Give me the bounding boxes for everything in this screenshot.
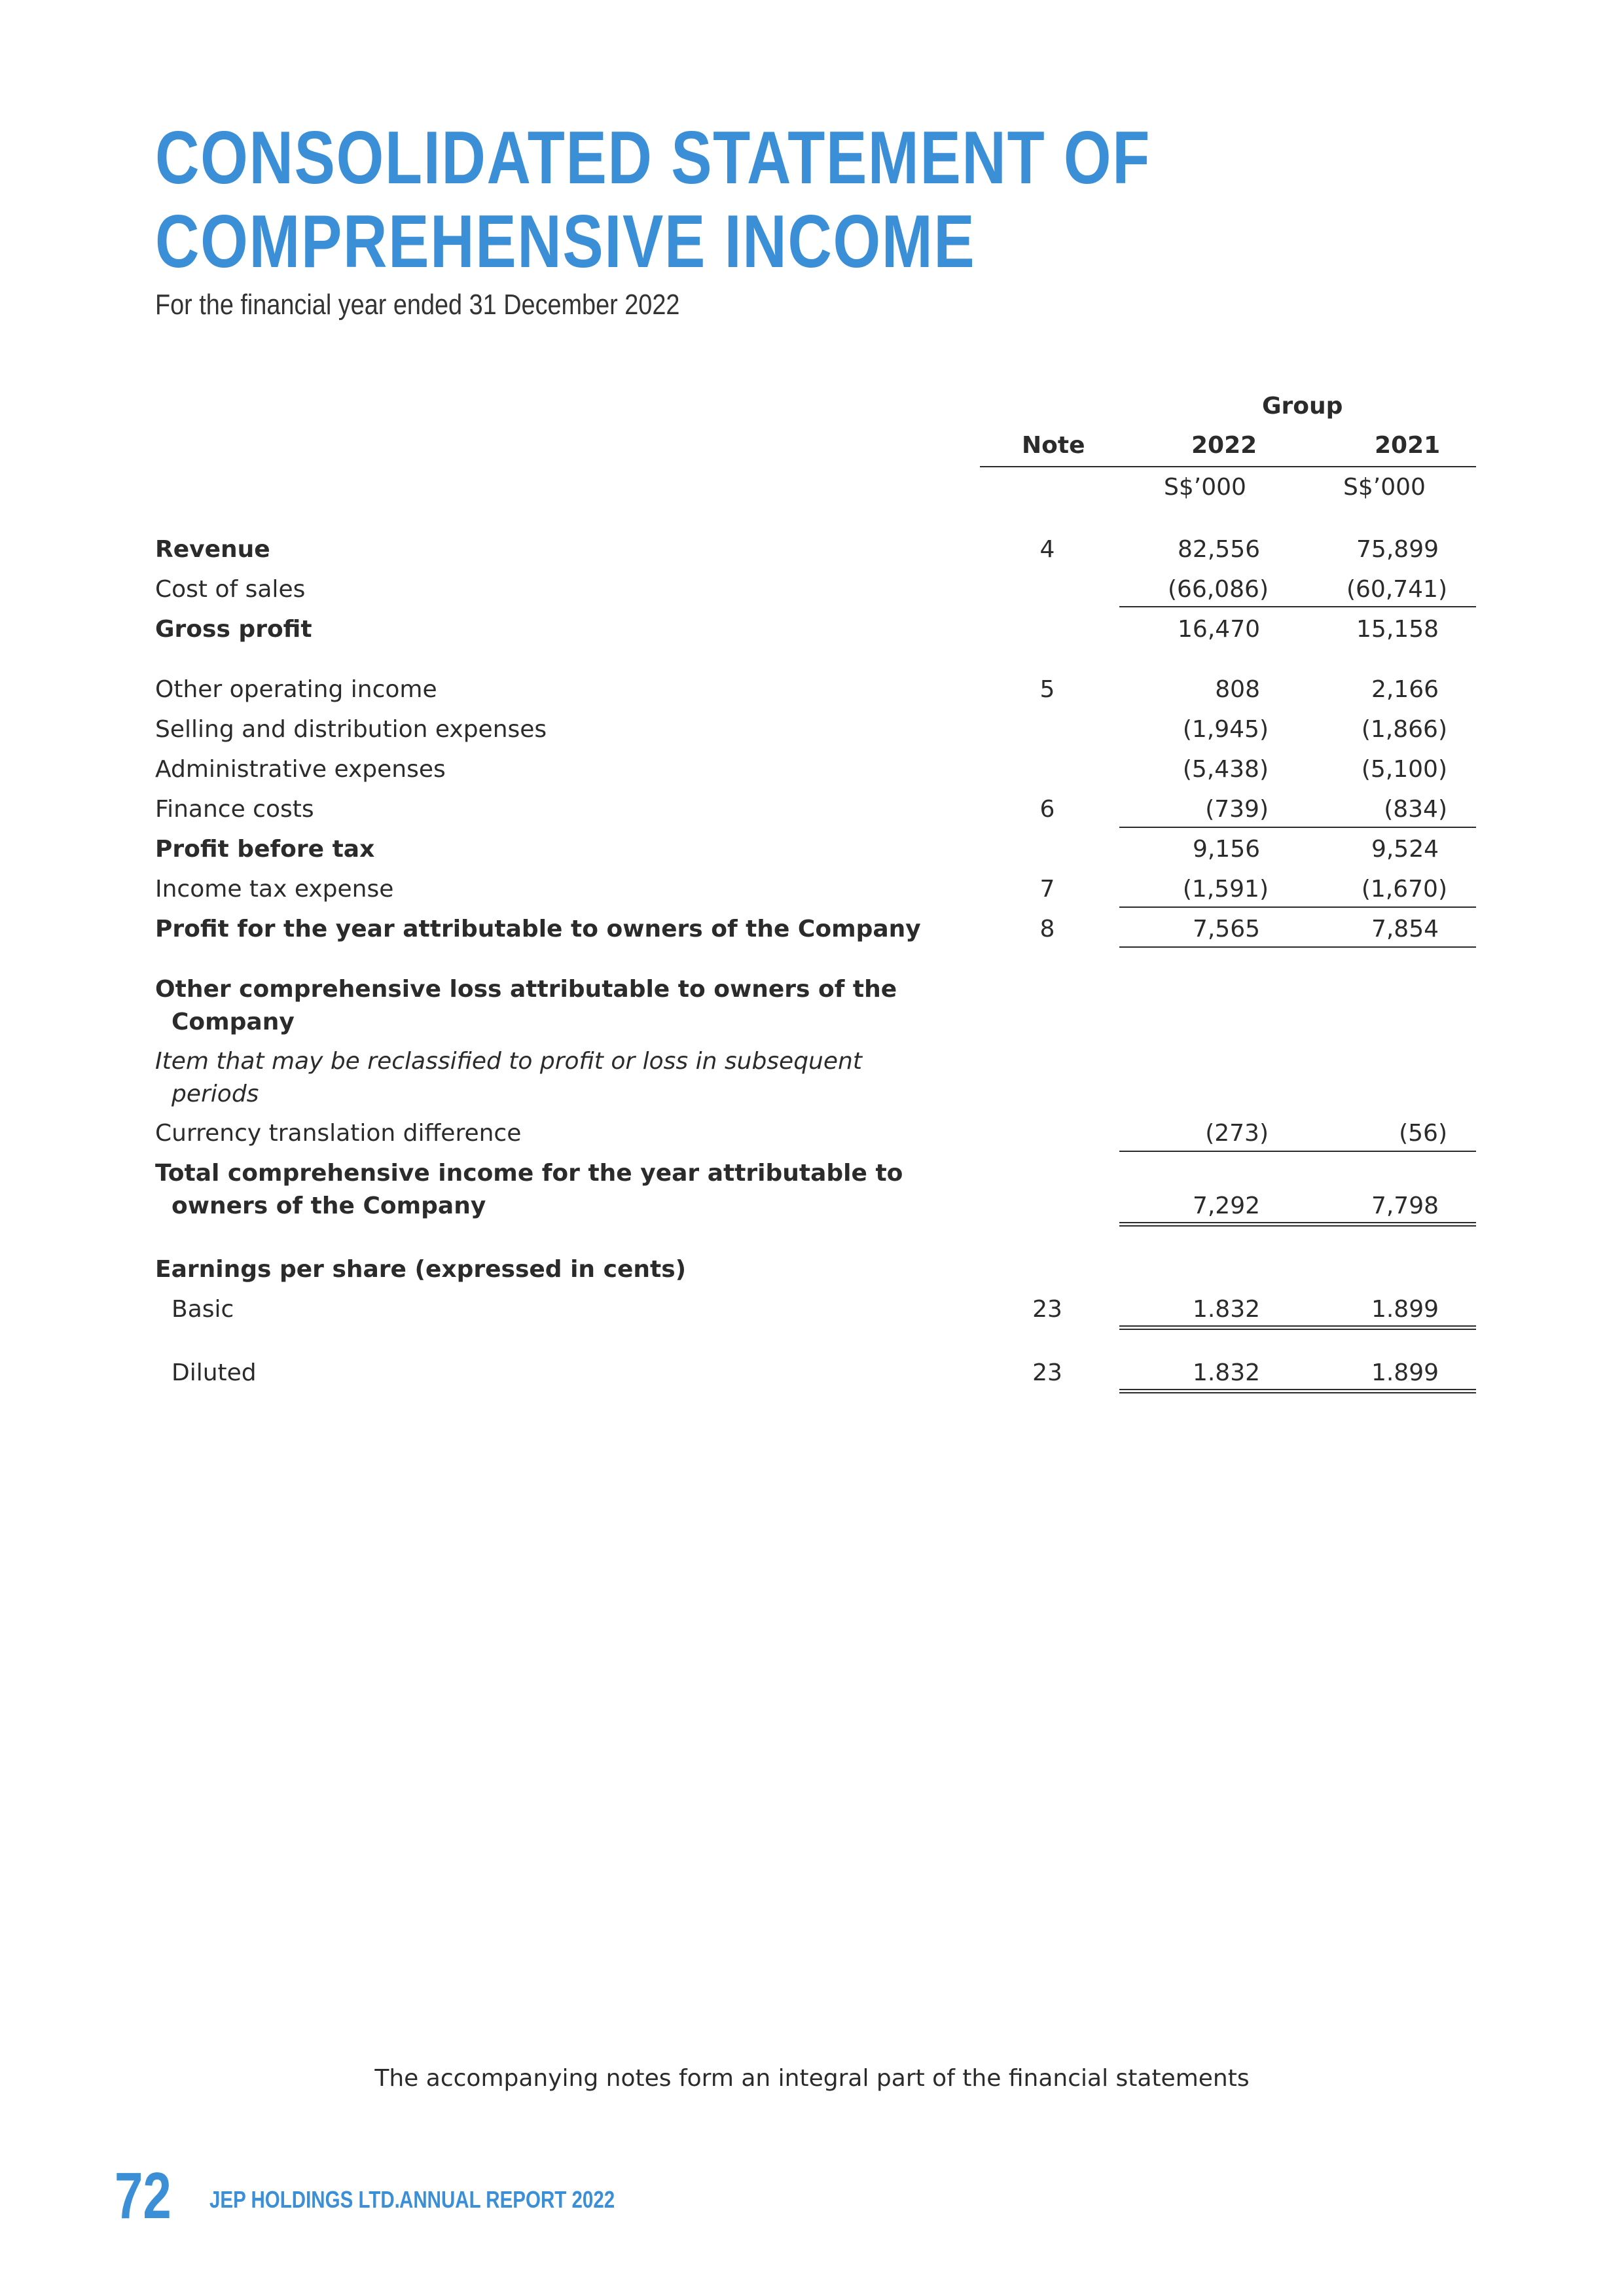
value-2022: 16,470: [1178, 616, 1260, 643]
eps-diluted-double-rule: [1119, 1389, 1476, 1393]
footnote: The accompanying notes form an integral part of the financial statements: [374, 2065, 1250, 2092]
value-2022: (1,591): [1182, 876, 1269, 903]
value-2021: 7,854: [1371, 916, 1439, 942]
value-2021: 75,899: [1356, 536, 1439, 563]
subtotal-rule: [1119, 827, 1476, 828]
row-label: Administrative expenses: [155, 756, 446, 783]
footer-company: JEP HOLDINGS LTD.: [209, 2186, 400, 2213]
value-2021: (5,100): [1361, 756, 1447, 783]
row-label: Finance costs: [155, 796, 314, 823]
table-row-profit-before-tax: [0, 833, 1624, 872]
row-note: 23: [1032, 1296, 1062, 1323]
table-row-gross-profit: [0, 613, 1624, 653]
row-note: 4: [1039, 536, 1055, 563]
table-row-other-operating-income: [0, 673, 1624, 713]
value-2022: (273): [1205, 1120, 1269, 1147]
row-label: Basic: [171, 1296, 234, 1323]
row-note: 23: [1032, 1359, 1062, 1386]
page-subtitle: For the financial year ended 31 December 2022: [155, 289, 680, 321]
row-label: Cost of sales: [155, 576, 306, 603]
eps-basic-double-rule: [1119, 1325, 1476, 1330]
value-2022: (739): [1205, 796, 1269, 823]
row-label: Other operating income: [155, 676, 437, 703]
value-2022: 9,156: [1192, 836, 1260, 863]
subtotal-rule: [1119, 606, 1476, 607]
value-2022: 808: [1215, 676, 1260, 703]
value-2022: 7,565: [1192, 916, 1260, 942]
row-label: Diluted: [171, 1359, 257, 1386]
row-label: Earnings per share (expressed in cents): [155, 1256, 687, 1283]
unit-2021: S$’000: [1343, 474, 1426, 501]
table-row-selling-distribution: [0, 713, 1624, 753]
value-2021: (1,670): [1361, 876, 1447, 903]
oci-heading-line2: Company: [171, 1009, 295, 1035]
row-label: Gross profit: [155, 616, 312, 643]
value-2021: 9,524: [1371, 836, 1439, 863]
page-title-line2: COMPREHENSIVE INCOME: [155, 200, 976, 283]
subtotal-rule: [1119, 1151, 1476, 1152]
value-2022: (1,945): [1182, 716, 1269, 743]
subtotal-rule: [1119, 946, 1476, 948]
row-label: Profit before tax: [155, 836, 375, 863]
header-rule: [980, 466, 1476, 467]
table-row-eps-heading: [0, 1253, 1624, 1293]
year-2021-header: 2021: [1375, 432, 1441, 459]
value-2021: 2,166: [1371, 676, 1439, 703]
row-label: Revenue: [155, 536, 270, 563]
value-2021: 15,158: [1356, 616, 1439, 643]
value-2022: 1.832: [1192, 1359, 1260, 1386]
row-note: 8: [1039, 916, 1055, 942]
page-number: 72: [115, 2159, 171, 2233]
footer-report: ANNUAL REPORT 2022: [399, 2186, 615, 2213]
oci-heading-line1: Other comprehensive loss attributable to owners of the: [155, 976, 897, 1003]
row-note: 5: [1039, 676, 1055, 703]
row-label: Profit for the year attributable to owners of the Company: [155, 916, 921, 942]
unit-2022: S$’000: [1164, 474, 1246, 501]
value-2021: 1.899: [1371, 1296, 1439, 1323]
value-2021: 7,798: [1371, 1193, 1439, 1219]
table-row-revenue: [0, 533, 1624, 573]
page-title: [155, 117, 1151, 284]
value-2021: (1,866): [1361, 716, 1447, 743]
value-2021: (834): [1384, 796, 1447, 823]
group-header: Group: [1262, 393, 1343, 420]
reclass-heading-line1: Item that may be reclassified to profit or loss in subsequent: [155, 1048, 862, 1075]
value-2021: 1.899: [1371, 1359, 1439, 1386]
oci-heading: [155, 973, 908, 1039]
row-note: 6: [1039, 796, 1055, 823]
value-2022: (66,086): [1167, 576, 1269, 603]
value-2021: (56): [1399, 1120, 1447, 1147]
total-comprehensive-line1: Total comprehensive income for the year attributable to: [155, 1160, 903, 1187]
note-header: Note: [1022, 432, 1085, 459]
total-double-rule: [1119, 1222, 1476, 1227]
row-label: Income tax expense: [155, 876, 394, 903]
value-2021: (60,741): [1346, 576, 1447, 603]
value-2022: 82,556: [1178, 536, 1260, 563]
value-2022: 7,292: [1192, 1193, 1260, 1219]
table-row-administrative: [0, 753, 1624, 793]
reclass-heading: [155, 1045, 908, 1111]
row-note: 7: [1039, 876, 1055, 903]
year-2022-header: 2022: [1191, 432, 1257, 459]
value-2022: (5,438): [1182, 756, 1269, 783]
value-2022: 1.832: [1192, 1296, 1260, 1323]
row-label: Selling and distribution expenses: [155, 716, 547, 743]
total-comprehensive-line2: owners of the Company: [171, 1193, 486, 1219]
page-title-line1: CONSOLIDATED STATEMENT OF: [155, 117, 1151, 200]
reclass-heading-line2: periods: [171, 1081, 259, 1107]
subtotal-rule: [1119, 906, 1476, 908]
row-label: Currency translation difference: [155, 1120, 522, 1147]
